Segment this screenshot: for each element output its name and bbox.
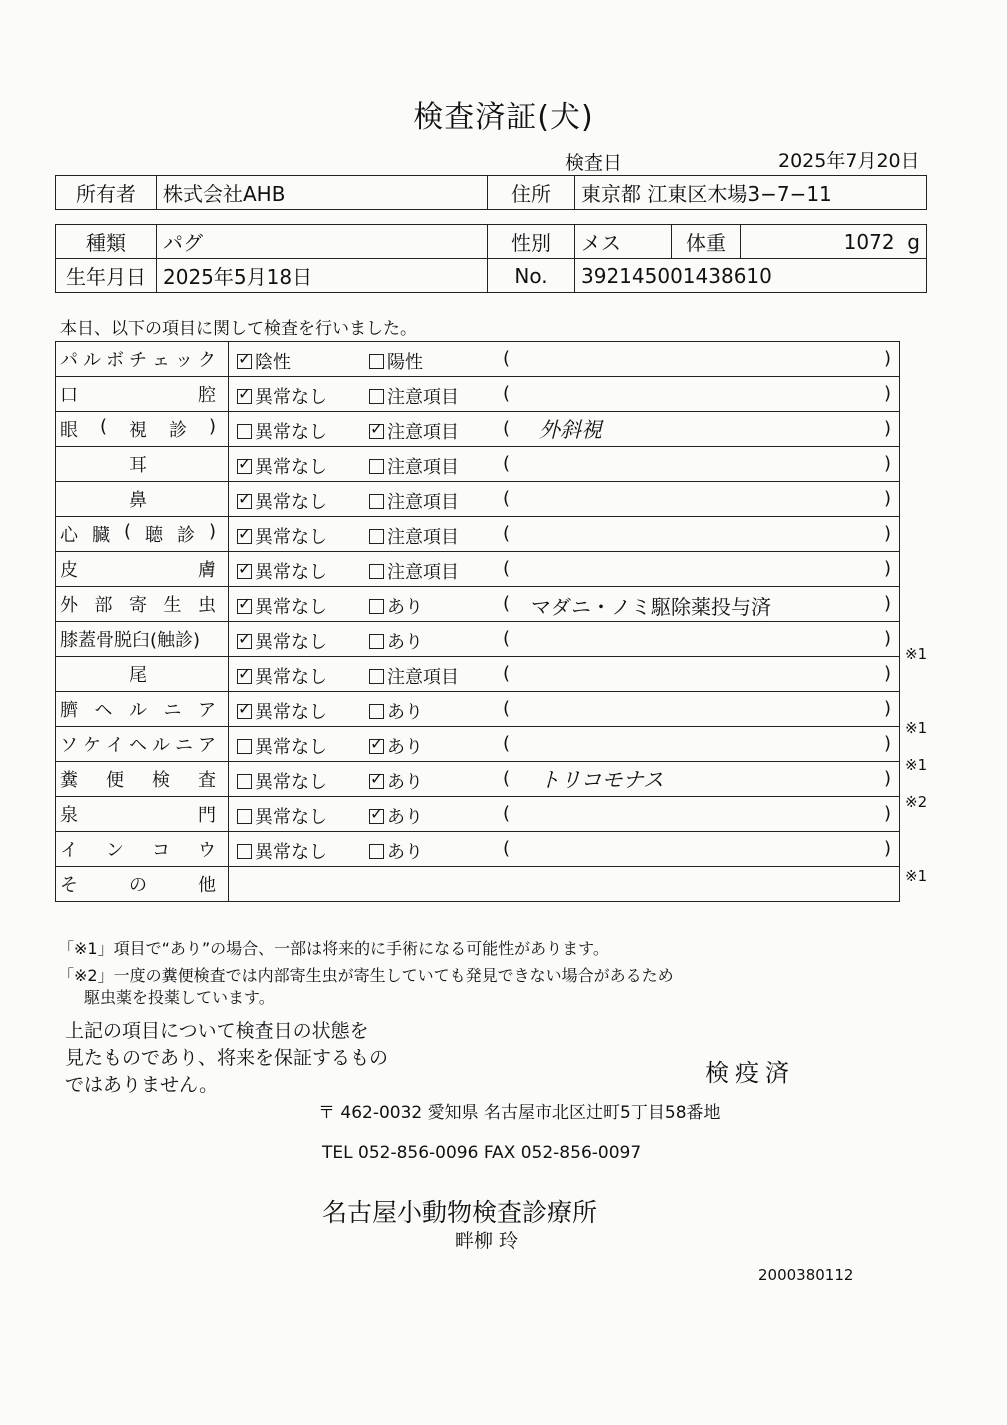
right-paren: ) xyxy=(883,558,891,579)
option-label: 異常なし xyxy=(255,387,327,408)
address-label: 住所 xyxy=(488,176,575,210)
footnote-2-line2: 駆虫薬を投薬しています。 xyxy=(84,988,275,1007)
table-row xyxy=(56,762,900,797)
checkbox-icon[interactable] xyxy=(237,809,252,824)
option-label: 注意項目 xyxy=(387,527,459,548)
item-result xyxy=(229,482,900,517)
item-name xyxy=(56,762,229,797)
page-title: 検査済証(犬) xyxy=(413,100,594,135)
option-label: あり xyxy=(387,737,423,758)
table-row xyxy=(56,622,900,657)
checked-checkbox-icon[interactable] xyxy=(237,634,252,649)
checkbox-icon[interactable] xyxy=(369,354,384,369)
handwritten-note: 外斜視 xyxy=(539,418,602,442)
item-name-label: 泉 門 xyxy=(60,805,216,826)
abnormal-option[interactable] xyxy=(369,348,423,374)
option-label: 異常なし xyxy=(255,667,327,688)
option-label: あり xyxy=(387,842,423,863)
left-paren: ( xyxy=(503,488,511,509)
no-value: 392145001438610 xyxy=(575,259,927,293)
checked-checkbox-icon[interactable] xyxy=(237,564,252,579)
item-name-label: 皮 膚 xyxy=(60,560,216,581)
checkbox-icon[interactable] xyxy=(369,634,384,649)
item-name xyxy=(56,867,229,902)
item-name xyxy=(56,727,229,762)
normal-option[interactable] xyxy=(237,383,327,409)
left-paren: ( xyxy=(503,453,511,474)
table-row xyxy=(56,657,900,692)
left-paren: ( xyxy=(503,523,511,544)
abnormal-option[interactable] xyxy=(369,488,459,514)
option-label: 異常なし xyxy=(255,422,327,443)
checked-checkbox-icon[interactable] xyxy=(369,424,384,439)
inspection-items-table xyxy=(55,341,900,902)
checkbox-icon[interactable] xyxy=(237,739,252,754)
right-paren: ) xyxy=(883,698,891,719)
checked-checkbox-icon[interactable] xyxy=(369,739,384,754)
item-result xyxy=(229,552,900,587)
item-name-label: 耳 xyxy=(129,455,147,476)
footnote-mark: ※1 xyxy=(905,719,928,737)
clinic-address: 〒 462-0032 愛知県 名古屋市北区辻町5丁目58番地 xyxy=(318,1103,721,1123)
abnormal-option[interactable] xyxy=(369,733,423,759)
table-row xyxy=(56,412,900,447)
normal-option[interactable] xyxy=(237,558,327,584)
right-paren: ) xyxy=(883,418,891,439)
right-paren: ) xyxy=(883,733,891,754)
checked-checkbox-icon[interactable] xyxy=(237,459,252,474)
item-name xyxy=(56,657,229,692)
checked-checkbox-icon[interactable] xyxy=(369,774,384,789)
item-name-label: 鼻 xyxy=(129,490,147,511)
owner-table xyxy=(55,175,927,210)
option-label: 注意項目 xyxy=(387,422,459,443)
item-result xyxy=(229,342,900,377)
left-paren: ( xyxy=(503,733,511,754)
item-name-label: 外 部 寄 生 虫 xyxy=(60,595,216,616)
item-result xyxy=(229,867,900,902)
right-paren: ) xyxy=(883,838,891,859)
checked-checkbox-icon[interactable] xyxy=(237,669,252,684)
option-label: あり xyxy=(387,807,423,828)
checked-checkbox-icon[interactable] xyxy=(237,389,252,404)
normal-option[interactable] xyxy=(237,523,327,549)
option-label: あり xyxy=(387,597,423,618)
checked-checkbox-icon[interactable] xyxy=(369,809,384,824)
item-name-label: そ の 他 xyxy=(60,875,216,896)
normal-option[interactable] xyxy=(237,803,327,829)
owner-label: 所有者 xyxy=(56,176,157,210)
option-label: 異常なし xyxy=(255,492,327,513)
right-paren: ) xyxy=(883,803,891,824)
item-name-label: 臍 ヘ ル ニ ア xyxy=(60,700,216,721)
checkbox-icon[interactable] xyxy=(237,844,252,859)
normal-option[interactable] xyxy=(237,698,327,724)
checked-checkbox-icon[interactable] xyxy=(237,494,252,509)
normal-option[interactable] xyxy=(237,663,327,689)
table-row xyxy=(56,587,900,622)
item-result xyxy=(229,692,900,727)
option-label: 異常なし xyxy=(255,562,327,583)
checked-checkbox-icon[interactable] xyxy=(237,354,252,369)
normal-option[interactable] xyxy=(237,453,327,479)
exam-date-value: 2025年7月20日 xyxy=(778,150,920,172)
option-label: 異常なし xyxy=(255,457,327,478)
item-name xyxy=(56,482,229,517)
abnormal-option[interactable] xyxy=(369,558,459,584)
abnormal-option[interactable] xyxy=(369,838,423,864)
weight-value: 1072 xyxy=(843,229,895,254)
table-row xyxy=(56,552,900,587)
right-paren: ) xyxy=(883,383,891,404)
option-label: あり xyxy=(387,632,423,653)
item-name xyxy=(56,342,229,377)
table-row xyxy=(56,447,900,482)
table-row xyxy=(56,797,900,832)
weight-cell xyxy=(741,225,927,259)
item-name-label: 尾 xyxy=(129,665,147,686)
printed-note: マダニ・ノミ駆除薬投与済 xyxy=(531,595,771,619)
checkbox-icon[interactable] xyxy=(369,844,384,859)
abnormal-option[interactable] xyxy=(369,803,423,829)
checkbox-icon[interactable] xyxy=(369,494,384,509)
option-label: 異常なし xyxy=(255,632,327,653)
address-value: 東京都 江東区木場3−7−11 xyxy=(575,176,927,210)
checked-checkbox-icon[interactable] xyxy=(237,704,252,719)
option-label: 注意項目 xyxy=(387,457,459,478)
option-label: 異常なし xyxy=(255,842,327,863)
item-name xyxy=(56,517,229,552)
normal-option[interactable] xyxy=(237,488,327,514)
owner-value: 株式会社AHB xyxy=(157,176,488,210)
table-row xyxy=(56,867,900,902)
item-name xyxy=(56,797,229,832)
option-label: 陰性 xyxy=(255,352,291,373)
checkbox-icon[interactable] xyxy=(369,459,384,474)
normal-option[interactable] xyxy=(237,418,327,444)
right-paren: ) xyxy=(883,663,891,684)
quarantine-stamp: 検疫済 xyxy=(705,1059,795,1087)
right-paren: ) xyxy=(883,523,891,544)
left-paren: ( xyxy=(503,663,511,684)
item-name xyxy=(56,587,229,622)
pet-table xyxy=(55,224,927,293)
item-name-label: 眼 ( 視 診 ) xyxy=(60,416,216,441)
item-name xyxy=(56,552,229,587)
left-paren: ( xyxy=(503,803,511,824)
normal-option[interactable] xyxy=(237,768,327,794)
disclaimer-line: 見たものであり、将来を保証するもの xyxy=(65,1047,389,1069)
left-paren: ( xyxy=(503,768,511,789)
item-name xyxy=(56,622,229,657)
checkbox-icon[interactable] xyxy=(237,424,252,439)
clinic-phone-fax: TEL 052-856-0096 FAX 052-856-0097 xyxy=(322,1143,642,1163)
item-result xyxy=(229,587,900,622)
item-name xyxy=(56,447,229,482)
left-paren: ( xyxy=(503,838,511,859)
clinic-name: 名古屋小動物検査診療所 xyxy=(322,1198,598,1227)
checked-checkbox-icon[interactable] xyxy=(237,599,252,614)
left-paren: ( xyxy=(503,593,511,614)
option-label: 異常なし xyxy=(255,807,327,828)
right-paren: ) xyxy=(883,628,891,649)
table-row xyxy=(56,832,900,867)
option-label: 異常なし xyxy=(255,597,327,618)
item-name xyxy=(56,377,229,412)
right-paren: ) xyxy=(883,593,891,614)
abnormal-option[interactable] xyxy=(369,768,423,794)
normal-option[interactable] xyxy=(237,838,327,864)
item-name-label: パ ル ボ チ ェ ッ ク xyxy=(60,350,216,371)
checkbox-icon[interactable] xyxy=(369,599,384,614)
item-name xyxy=(56,412,229,447)
right-paren: ) xyxy=(883,488,891,509)
item-name-label: 糞 便 検 査 xyxy=(60,770,216,791)
footnote-1: 「※1」項目で“あり”の場合、一部は将来的に手術になる可能性があります。 xyxy=(58,939,609,958)
option-label: 注意項目 xyxy=(387,387,459,408)
sex-label: 性別 xyxy=(488,225,575,259)
table-row xyxy=(56,342,900,377)
table-row xyxy=(56,377,900,412)
left-paren: ( xyxy=(503,348,511,369)
right-paren: ) xyxy=(883,348,891,369)
abnormal-option[interactable] xyxy=(369,663,459,689)
no-label: No. xyxy=(488,259,575,293)
footnote-2-line1: 「※2」一度の糞便検査では内部寄生虫が寄生していても発見できない場合があるため xyxy=(58,966,674,985)
checkbox-icon[interactable] xyxy=(237,774,252,789)
disclaimer-line: ではありません。 xyxy=(65,1074,219,1096)
checkbox-icon[interactable] xyxy=(369,529,384,544)
abnormal-option[interactable] xyxy=(369,453,459,479)
checkbox-icon[interactable] xyxy=(369,704,384,719)
item-result xyxy=(229,377,900,412)
left-paren: ( xyxy=(503,698,511,719)
item-name-label: 心 臓 ( 聴 診 ) xyxy=(60,521,216,546)
item-result xyxy=(229,657,900,692)
dob-value: 2025年5月18日 xyxy=(157,259,488,293)
breed-label: 種類 xyxy=(56,225,157,259)
option-label: 異常なし xyxy=(255,527,327,548)
disclaimer xyxy=(65,1018,388,1099)
right-paren: ) xyxy=(883,768,891,789)
table-row xyxy=(56,482,900,517)
weight-unit: g xyxy=(907,229,920,254)
footnote-mark: ※1 xyxy=(905,867,928,885)
checkbox-icon[interactable] xyxy=(369,389,384,404)
table-row xyxy=(56,517,900,552)
item-result xyxy=(229,727,900,762)
abnormal-option[interactable] xyxy=(369,523,459,549)
normal-option[interactable] xyxy=(237,348,291,374)
item-result xyxy=(229,622,900,657)
option-label: 注意項目 xyxy=(387,562,459,583)
item-name xyxy=(56,832,229,867)
abnormal-option[interactable] xyxy=(369,628,423,654)
item-result xyxy=(229,412,900,447)
abnormal-option[interactable] xyxy=(369,418,459,444)
right-paren: ) xyxy=(883,453,891,474)
option-label: 注意項目 xyxy=(387,667,459,688)
abnormal-option[interactable] xyxy=(369,383,459,409)
item-result xyxy=(229,832,900,867)
normal-option[interactable] xyxy=(237,733,327,759)
option-label: 注意項目 xyxy=(387,492,459,513)
footnote-mark: ※1 xyxy=(905,645,928,663)
left-paren: ( xyxy=(503,418,511,439)
table-row xyxy=(56,692,900,727)
exam-date-label: 検査日 xyxy=(565,152,623,174)
footnote-mark: ※2 xyxy=(905,793,928,811)
option-label: あり xyxy=(387,702,423,723)
option-label: あり xyxy=(387,772,423,793)
item-name-label: イ ン コ ウ xyxy=(60,840,216,861)
normal-option[interactable] xyxy=(237,628,327,654)
certificate-number: 2000380112 xyxy=(758,1266,854,1284)
footnote-mark: ※1 xyxy=(905,756,928,774)
table-row xyxy=(56,727,900,762)
option-label: 異常なし xyxy=(255,702,327,723)
item-name-label: 膝蓋骨脱臼(触診) xyxy=(60,630,201,651)
handwritten-note: トリコモナス xyxy=(539,768,664,792)
item-name-label: ソ ケ イ ヘ ル ニ ア xyxy=(60,735,216,756)
option-label: 異常なし xyxy=(255,737,327,758)
left-paren: ( xyxy=(503,628,511,649)
vet-name: 畔柳 玲 xyxy=(455,1230,519,1252)
breed-value: パグ xyxy=(157,225,488,259)
item-name-label: 口 腔 xyxy=(60,385,216,406)
dob-label: 生年月日 xyxy=(56,259,157,293)
checkbox-icon[interactable] xyxy=(369,669,384,684)
abnormal-option[interactable] xyxy=(369,698,423,724)
abnormal-option[interactable] xyxy=(369,593,423,619)
normal-option[interactable] xyxy=(237,593,327,619)
option-label: 陽性 xyxy=(387,352,423,373)
item-result xyxy=(229,797,900,832)
option-label: 異常なし xyxy=(255,772,327,793)
checked-checkbox-icon[interactable] xyxy=(237,529,252,544)
item-name xyxy=(56,692,229,727)
intro-text: 本日、以下の項目に関して検査を行いました。 xyxy=(60,319,417,339)
checkbox-icon[interactable] xyxy=(369,564,384,579)
weight-label: 体重 xyxy=(672,225,741,259)
disclaimer-line: 上記の項目について検査日の状態を xyxy=(65,1020,369,1042)
left-paren: ( xyxy=(503,383,511,404)
item-result xyxy=(229,447,900,482)
item-result xyxy=(229,517,900,552)
sex-value: メス xyxy=(575,225,672,259)
left-paren: ( xyxy=(503,558,511,579)
item-result xyxy=(229,762,900,797)
